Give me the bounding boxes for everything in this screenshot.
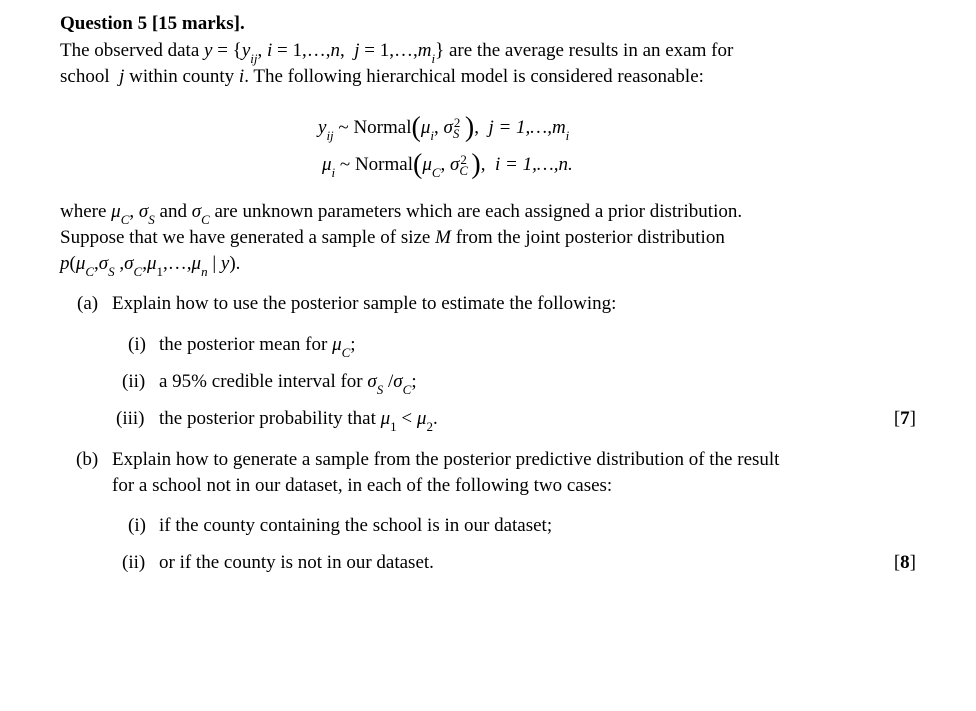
eq2-range: i = 1,…,n. (495, 154, 573, 175)
part-b-item-2-label: (ii) (122, 552, 146, 573)
part-b-item-1-text: if the county containing the school is in our dataset; (159, 515, 553, 536)
intro-text-2c: . The following hierarchical model is considered reasonable: (244, 66, 704, 87)
part-a-item-3-label: (iii) (116, 408, 145, 429)
eq1-distribution: Normal (353, 117, 412, 138)
data-set-expression: y (204, 40, 213, 61)
where-line-1: where $\mu_C$, $\sigma_S$ and $\sigma_C$ are unknown parameters which are each assigned a prior distribution. (60, 201, 743, 227)
part-a-item-2-text: a 95% credible interval for (159, 371, 363, 392)
intro-text-1b: are the average results in an exam for (448, 40, 734, 61)
part-b-line-1: Explain how to generate a sample from the posterior predictive distribution of the result (112, 449, 780, 470)
where-text-1c: are unknown parameters which are each assigned a prior distribution. (214, 201, 743, 222)
model-equation-1: $y_{ij}$ ~ $Normal(\mu_i$, σ 2 S ), $j = 1,\dots,m_i$ (318, 112, 570, 143)
intro-text-2b: within county (129, 66, 235, 87)
part-a-marks: [7] (893, 408, 916, 429)
part-a-label: (a) (77, 293, 99, 314)
part-b-item-1-label: (i) (128, 515, 146, 536)
part-a-item-1: the posterior mean for $\mu_C$; (159, 334, 356, 360)
intro-text-2a: school (60, 66, 110, 87)
intro-line-1: The observed data $y = \{y_{ij}$, i = 1,…,n, $j = 1,\dots,m_i$} are the average results in an exam for (60, 40, 734, 66)
joint-posterior-expression: $p(\mu_C,\sigma_S$ $,\sigma_C,\mu_1,\dots,\mu_n$ | y). (60, 253, 241, 279)
part-a-item-3: the posterior probability that $\mu_1 < \mu_2$. (159, 408, 438, 434)
question-title: Question 5 [15 marks]. (60, 13, 245, 34)
eq1-range: j = 1,…,m (488, 117, 566, 138)
intro-text-1a: The observed data (60, 40, 200, 61)
part-a-item-1-text: the posterior mean for (159, 334, 328, 355)
where-text-2b: from the joint posterior distribution (455, 227, 725, 248)
part-a-item-2: a 95% credible interval for $\sigma_S$ $/\sigma_C$; (159, 371, 417, 397)
part-b-line-2: for a school not in our dataset, in each of the following two cases: (112, 475, 613, 496)
part-a-item-3-text: the posterior probability that (159, 408, 376, 429)
model-equation-2: $\mu_i$ ~ $Normal(\mu_C$, σ 2 C ), i = 1,…,n. (322, 149, 573, 180)
part-b-marks: [8] (893, 552, 916, 573)
intro-line-2: school j within county i. The following hierarchical model is considered reasonable: (60, 66, 704, 87)
where-text-2a: Suppose that we have generated a sample of size (60, 227, 431, 248)
where-text-1b: and (159, 201, 187, 222)
eq2-distribution: Normal (354, 154, 413, 175)
part-a-item-1-label: (i) (128, 334, 146, 355)
where-text-1a: where (60, 201, 107, 222)
part-b-label: (b) (76, 449, 99, 470)
part-a-item-2-label: (ii) (122, 371, 146, 392)
part-b-item-2-text: or if the county is not in our dataset. (159, 552, 434, 573)
where-line-2: Suppose that we have generated a sample of size M from the joint posterior distribution (60, 227, 725, 248)
part-a-text: Explain how to use the posterior sample to estimate the following: (112, 293, 617, 314)
